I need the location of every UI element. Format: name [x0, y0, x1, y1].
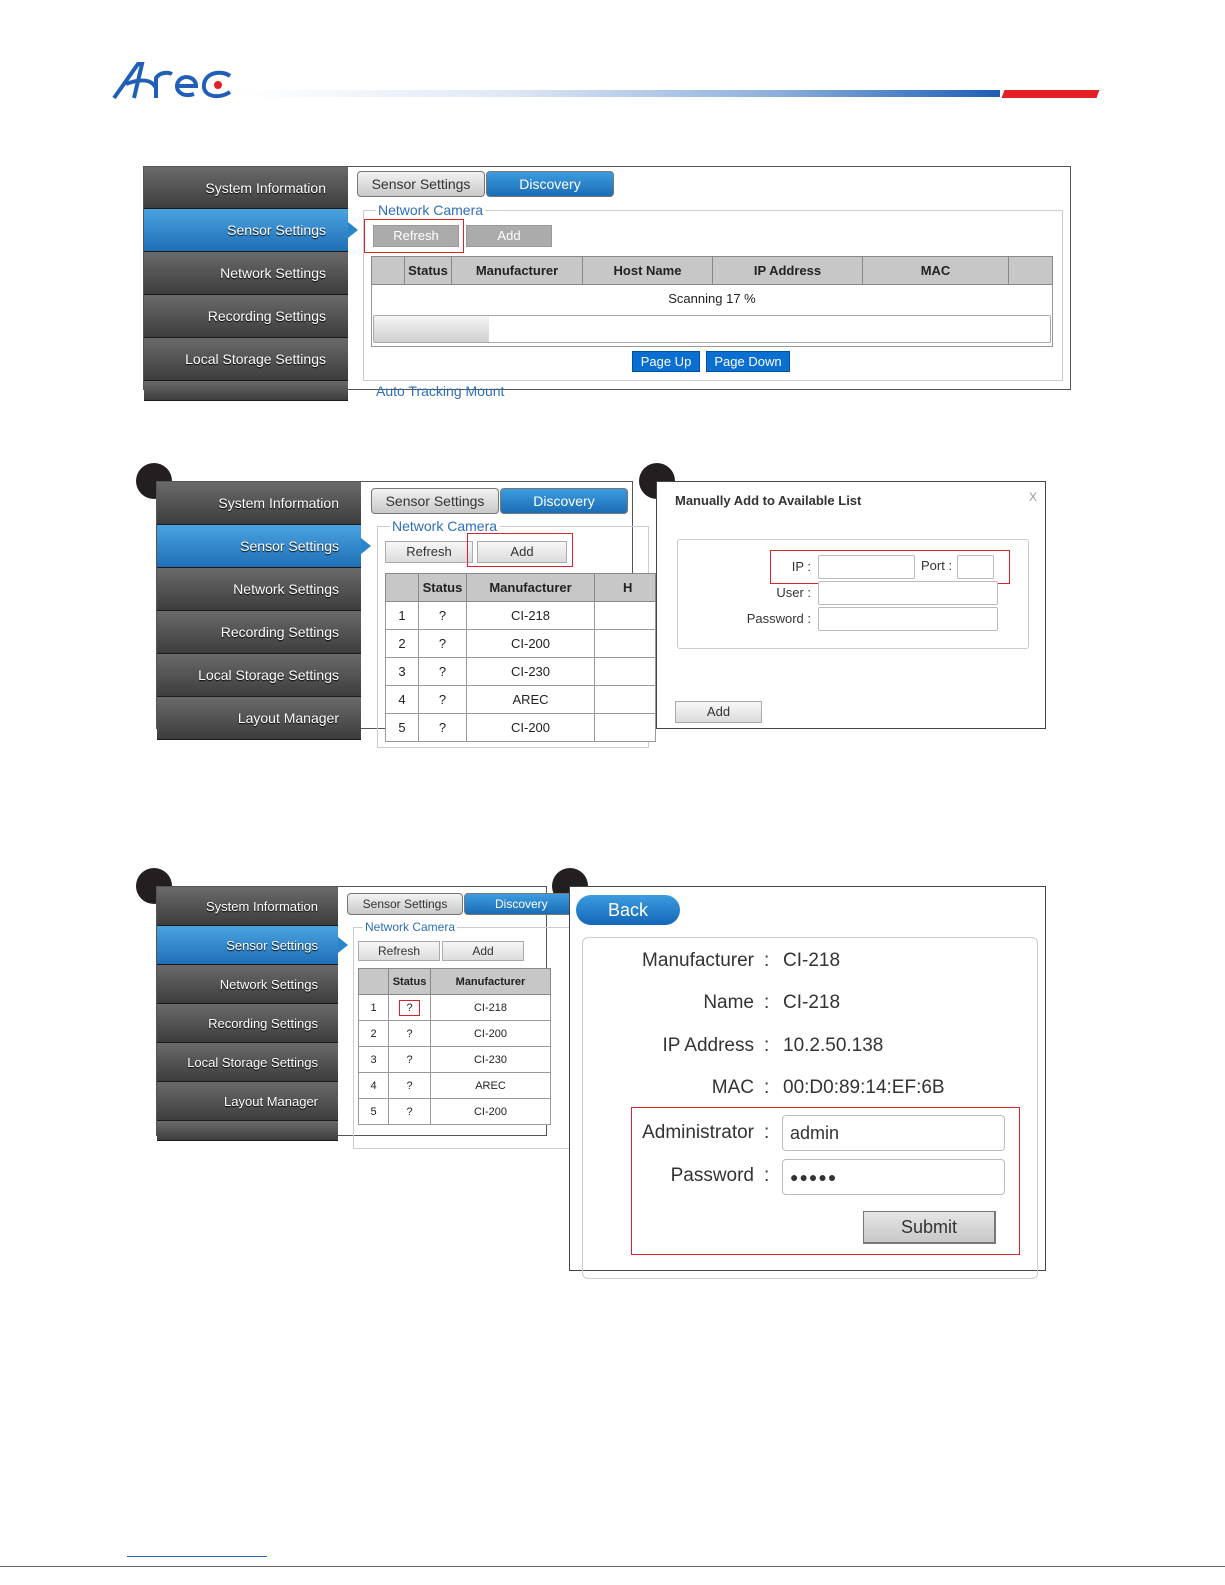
ip-port-highlight: [770, 550, 1010, 584]
network-camera-legend: Network Camera: [392, 518, 498, 534]
user-label: User :: [776, 585, 811, 600]
name-label: Name: [703, 992, 754, 1013]
row-number: 1: [386, 602, 419, 630]
row-number: 2: [359, 1021, 389, 1047]
manufacturer-value: CI-218: [783, 950, 841, 971]
col-extra: [1009, 257, 1053, 285]
sidebar: [157, 887, 338, 1135]
row-manufacturer: CI-230: [467, 658, 595, 686]
sidebar-item-recording-settings[interactable]: Recording Settings: [157, 1004, 338, 1043]
submit-button[interactable]: Submit: [863, 1211, 996, 1244]
sidebar-item-recording-settings[interactable]: Recording Settings: [144, 295, 348, 338]
discovery-scan-screenshot: [143, 166, 1071, 399]
manufacturer-label: Manufacturer: [642, 950, 754, 971]
colon: :: [764, 1122, 770, 1143]
name-value: CI-218: [783, 992, 841, 1013]
sidebar-item-local-storage-settings[interactable]: Local Storage Settings: [157, 1043, 338, 1082]
footer-rule: [0, 1566, 1225, 1567]
password-label: Password :: [746, 611, 811, 626]
row-number: 4: [386, 686, 419, 714]
dialog-title: Manually Add to Available List: [675, 493, 862, 508]
password-label: Password: [670, 1165, 754, 1186]
footer-link-underline: [127, 1556, 267, 1557]
administrator-label: Administrator: [642, 1122, 754, 1143]
col-checkbox: [386, 574, 419, 602]
tab-discovery[interactable]: Discovery: [464, 893, 574, 915]
tab-sensor-settings[interactable]: Sensor Settings: [347, 893, 463, 915]
sidebar-item-layout-manager[interactable]: Layout Manager: [157, 697, 361, 740]
progress-cell: [372, 313, 1053, 347]
col-host-name[interactable]: Host Name: [583, 257, 713, 285]
sidebar: [157, 482, 361, 728]
close-icon[interactable]: X: [1028, 490, 1037, 504]
sidebar: [144, 167, 348, 389]
colon: :: [764, 1165, 770, 1186]
row-manufacturer: AREC: [467, 686, 595, 714]
colon: :: [764, 1035, 770, 1056]
tab-discovery[interactable]: Discovery: [486, 171, 614, 197]
sidebar-item-system-information[interactable]: System Information: [157, 482, 361, 525]
page-up-button[interactable]: Page Up: [632, 351, 700, 372]
sidebar-item-network-settings[interactable]: Network Settings: [144, 252, 348, 295]
row-manufacturer: CI-230: [431, 1047, 551, 1073]
col-status[interactable]: Status: [419, 574, 467, 602]
header-gradient-line: [240, 90, 1000, 97]
auto-tracking-legend-partial: Auto Tracking Mount: [376, 383, 505, 399]
col-manufacturer[interactable]: Manufacturer: [452, 257, 583, 285]
dialog-add-button[interactable]: Add: [675, 701, 762, 723]
col-status[interactable]: Status: [405, 257, 452, 285]
add-button[interactable]: Add: [477, 541, 567, 563]
row-status[interactable]: ?: [419, 714, 467, 742]
network-camera-legend: Network Camera: [365, 920, 456, 934]
col-checkbox: [359, 969, 389, 995]
row-manufacturer: CI-218: [467, 602, 595, 630]
scan-progress-bar: [373, 315, 1051, 343]
status-click-screenshot: [156, 886, 547, 1136]
col-ip-address[interactable]: IP Address: [713, 257, 863, 285]
password-input[interactable]: ●●●●●: [782, 1159, 1005, 1195]
row-manufacturer: CI-218: [431, 995, 551, 1021]
sidebar-item-sensor-settings[interactable]: Sensor Settings: [144, 209, 348, 252]
sidebar-item-local-storage-settings[interactable]: Local Storage Settings: [144, 338, 348, 381]
mac-label: MAC: [711, 1077, 754, 1098]
table-row[interactable]: [386, 602, 656, 630]
col-mac[interactable]: MAC: [863, 257, 1009, 285]
col-host-name-partial[interactable]: H: [595, 574, 656, 602]
row-status[interactable]: ?: [389, 1047, 431, 1073]
table-row[interactable]: [386, 714, 656, 742]
row-status[interactable]: ?: [419, 630, 467, 658]
sidebar-item-network-settings[interactable]: Network Settings: [157, 568, 361, 611]
add-highlight: [467, 533, 573, 567]
table-row[interactable]: [359, 1021, 551, 1047]
table-row[interactable]: [386, 686, 656, 714]
camera-table: [385, 573, 656, 742]
page-down-button[interactable]: Page Down: [706, 351, 790, 372]
status-question-highlight[interactable]: ?: [399, 1000, 419, 1016]
refresh-button[interactable]: Refresh: [373, 225, 459, 247]
table-row[interactable]: [386, 630, 656, 658]
col-manufacturer[interactable]: Manufacturer: [467, 574, 595, 602]
scan-progress-fill: [374, 316, 489, 342]
port-label: Port :: [921, 558, 953, 573]
back-button[interactable]: Back: [576, 895, 680, 925]
manual-add-dialog: [656, 481, 1046, 729]
row-number: 3: [359, 1047, 389, 1073]
row-manufacturer: CI-200: [431, 1099, 551, 1125]
tab-sensor-settings[interactable]: Sensor Settings: [357, 171, 485, 197]
table-row[interactable]: [386, 658, 656, 686]
colon: :: [764, 992, 770, 1013]
row-status[interactable]: ?: [389, 1099, 431, 1125]
col-checkbox: [372, 257, 405, 285]
password-input[interactable]: [818, 607, 998, 631]
sidebar-item-sensor-settings[interactable]: Sensor Settings: [157, 525, 361, 568]
header-red-accent: [1002, 90, 1100, 98]
sidebar-item-layout-manager[interactable]: Layout Manager: [157, 1082, 338, 1121]
scanning-status: Scanning 17 %: [372, 285, 1053, 313]
sidebar-item-recording-settings[interactable]: Recording Settings: [157, 611, 361, 654]
add-button[interactable]: Add: [442, 941, 524, 961]
row-number: 4: [359, 1073, 389, 1099]
colon: :: [764, 950, 770, 971]
mac-value: 00:D0:89:14:EF:6B: [783, 1077, 945, 1098]
add-camera-screenshot: [156, 481, 633, 735]
table-row[interactable]: [359, 1099, 551, 1125]
camera-detail-screenshot: [569, 886, 1046, 1271]
row-status[interactable]: [389, 995, 431, 1021]
sidebar-item-network-settings[interactable]: Network Settings: [157, 965, 338, 1004]
table-row[interactable]: [359, 995, 551, 1021]
refresh-button[interactable]: Refresh: [385, 541, 473, 563]
row-manufacturer: CI-200: [467, 630, 595, 658]
sidebar-item-more[interactable]: [144, 381, 348, 401]
sidebar-item-more[interactable]: [157, 1121, 338, 1141]
sidebar-item-sensor-settings[interactable]: Sensor Settings: [157, 926, 338, 965]
ip-address-value: 10.2.50.138: [783, 1035, 884, 1056]
table-row[interactable]: [359, 1073, 551, 1099]
user-input[interactable]: [818, 581, 998, 605]
row-number: 2: [386, 630, 419, 658]
row-number: 1: [359, 995, 389, 1021]
sidebar-item-system-information[interactable]: System Information: [144, 167, 348, 209]
refresh-button[interactable]: Refresh: [358, 941, 440, 961]
table-row[interactable]: [359, 1047, 551, 1073]
row-status[interactable]: ?: [389, 1073, 431, 1099]
camera-table: [358, 968, 551, 1125]
refresh-highlight: [364, 219, 464, 253]
row-status[interactable]: ?: [419, 658, 467, 686]
sidebar-item-system-information[interactable]: System Information: [157, 887, 338, 926]
row-manufacturer: CI-200: [431, 1021, 551, 1047]
row-number: 3: [386, 658, 419, 686]
discovery-table: [371, 256, 1053, 347]
row-status[interactable]: ?: [419, 686, 467, 714]
row-manufacturer: CI-200: [467, 714, 595, 742]
ip-address-label: IP Address: [662, 1035, 754, 1056]
colon: :: [764, 1077, 770, 1098]
row-status[interactable]: ?: [389, 1021, 431, 1047]
col-status[interactable]: Status: [389, 969, 431, 995]
row-number: 5: [359, 1099, 389, 1125]
tab-sensor-settings[interactable]: Sensor Settings: [371, 488, 499, 514]
network-camera-legend: Network Camera: [378, 202, 484, 218]
add-button[interactable]: Add: [466, 225, 552, 247]
ip-label: IP :: [791, 559, 811, 574]
tab-discovery[interactable]: Discovery: [500, 488, 628, 514]
administrator-input[interactable]: admin: [782, 1115, 1005, 1151]
row-number: 5: [386, 714, 419, 742]
row-status[interactable]: ?: [419, 602, 467, 630]
col-manufacturer[interactable]: Manufacturer: [431, 969, 551, 995]
row-manufacturer: AREC: [431, 1073, 551, 1099]
arec-logo: [112, 58, 237, 104]
sidebar-item-local-storage-settings[interactable]: Local Storage Settings: [157, 654, 361, 697]
